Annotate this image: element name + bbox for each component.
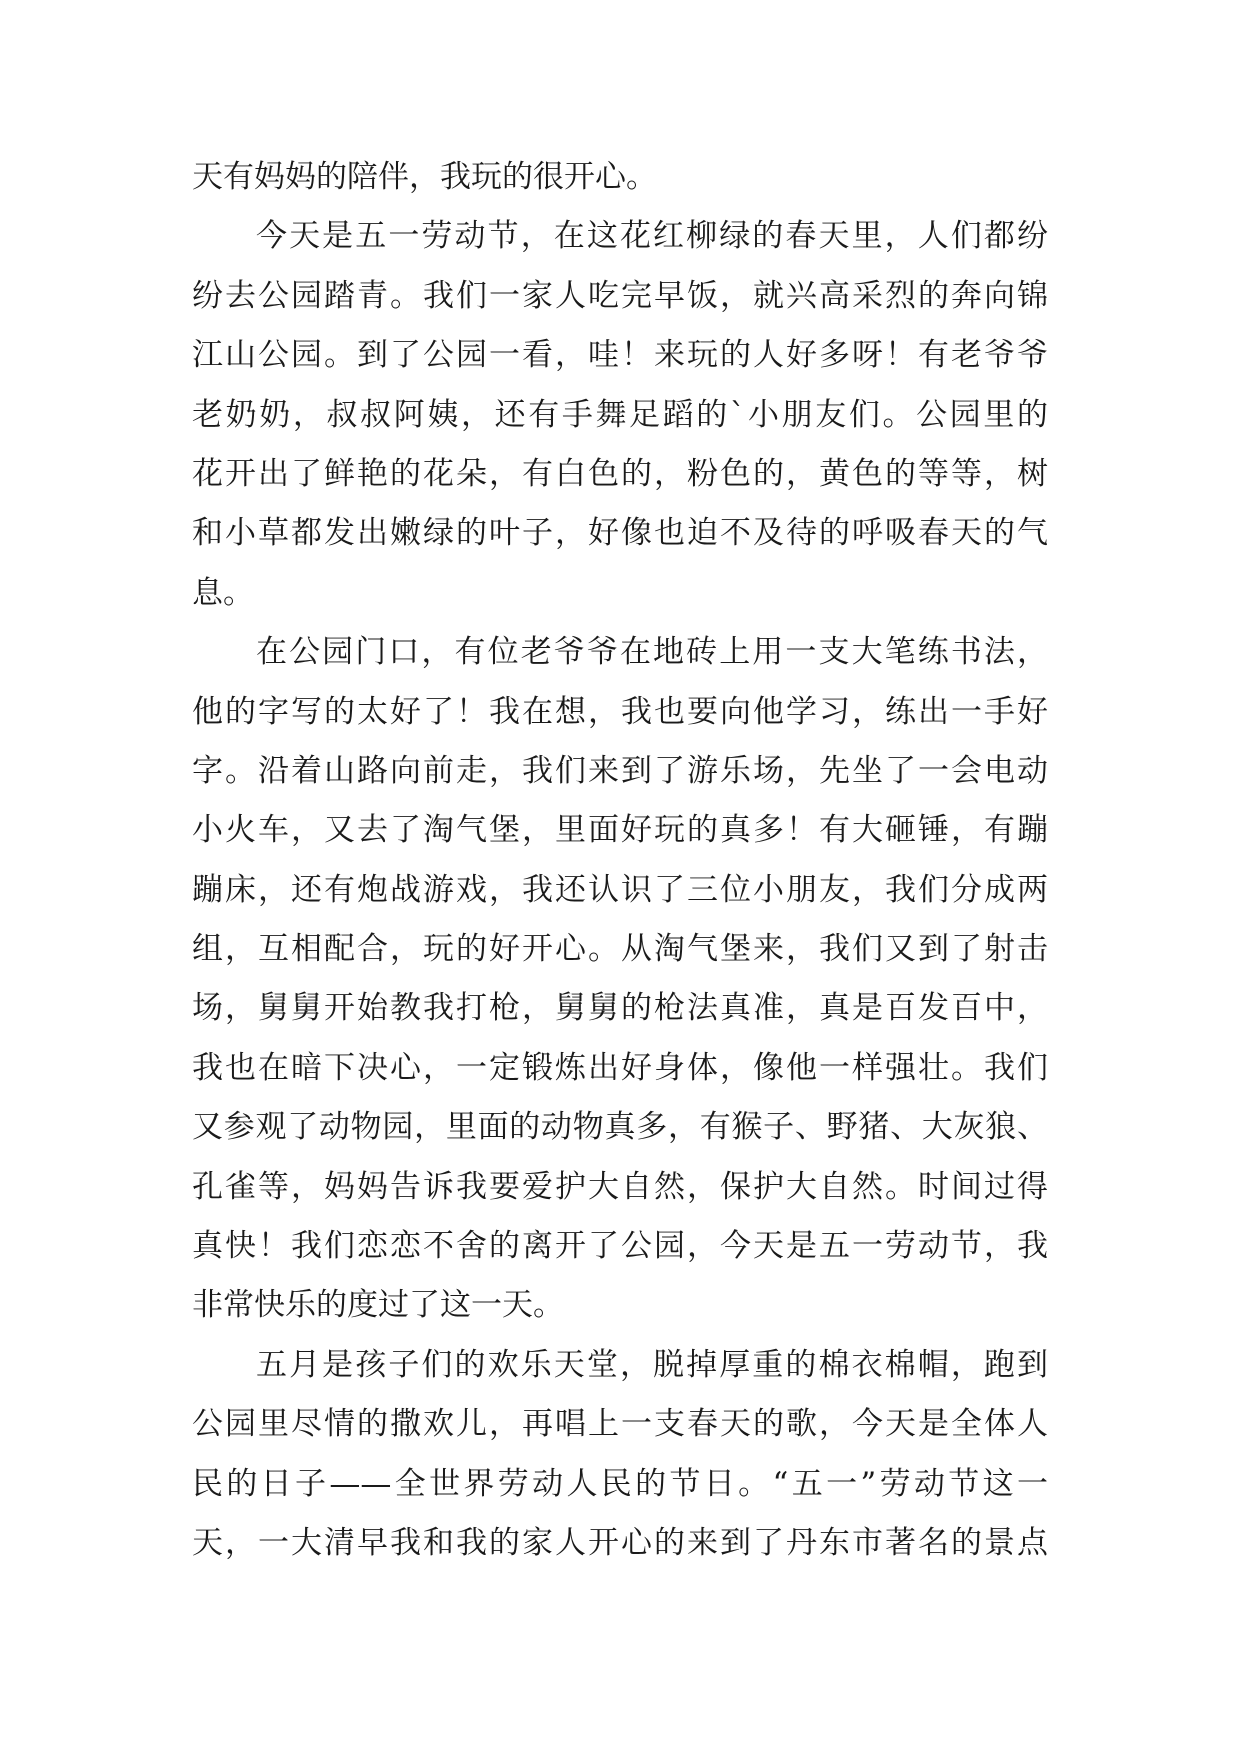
text-line: 组，互相配合，玩的好开心。从淘气堡来，我们又到了射击: [192, 931, 1048, 968]
text-line: 非常快乐的度过了这一天。: [192, 1287, 564, 1324]
text-line: 字。沿着山路向前走，我们来到了游乐场，先坐了一会电动: [192, 752, 1048, 789]
text-line: 今天是五一劳动节，在这花红柳绿的春天里，人们都纷: [256, 218, 1048, 255]
text-line: 和小草都发出嫩绿的叶子，好像也迫不及待的呼吸春天的气: [192, 515, 1048, 552]
text-line: 民的日子——全世界劳动人民的节日。“五一”劳动节这一: [192, 1465, 1048, 1502]
paragraph: [192, 207, 1048, 623]
text-line: 纷去公园踏青。我们一家人吃完早饭，就兴高采烈的奔向锦: [192, 277, 1048, 314]
paragraph: [192, 148, 1048, 207]
text-line: 又参观了动物园，里面的动物真多，有猴子、野猪、大灰狼、: [192, 1109, 1048, 1146]
text-line: 小火车，又去了淘气堡，里面好玩的真多！有大砸锤，有蹦: [192, 812, 1048, 849]
document-page: [192, 148, 1048, 1573]
text-line: 他的字写的太好了！我在想，我也要向他学习，练出一手好: [192, 693, 1048, 730]
text-line: 公园里尽情的撒欢儿，再唱上一支春天的歌，今天是全体人: [192, 1406, 1048, 1443]
text-line: 天有妈妈的陪伴，我玩的很开心。: [192, 159, 657, 195]
text-line: 场，舅舅开始教我打枪，舅舅的枪法真准，真是百发百中，: [192, 990, 1048, 1027]
text-line: 息。: [192, 574, 254, 611]
text-line: 五月是孩子们的欢乐天堂，脱掉厚重的棉衣棉帽，跑到: [256, 1346, 1048, 1383]
text-line: 蹦床，还有炮战游戏，我还认识了三位小朋友，我们分成两: [192, 871, 1048, 908]
text-line: 花开出了鲜艳的花朵，有白色的，粉色的，黄色的等等，树: [192, 455, 1048, 492]
text-line: 老奶奶，叔叔阿姨，还有手舞足蹈的`小朋友们。公园里的: [192, 396, 1048, 433]
text-line: 天，一大清早我和我的家人开心的来到了丹东市著名的景点: [192, 1524, 1048, 1561]
text-line: 江山公园。到了公园一看，哇！来玩的人好多呀！有老爷爷: [192, 337, 1048, 374]
text-line: 我也在暗下决心，一定锻炼出好身体，像他一样强壮。我们: [192, 1049, 1048, 1086]
text-line: 真快！我们恋恋不舍的离开了公园，今天是五一劳动节，我: [192, 1228, 1048, 1265]
text-line: 在公园门口，有位老爷爷在地砖上用一支大笔练书法，: [256, 634, 1048, 671]
paragraph: [192, 623, 1048, 1336]
paragraph: [192, 1336, 1048, 1574]
text-line: 孔雀等，妈妈告诉我要爱护大自然，保护大自然。时间过得: [192, 1168, 1048, 1205]
